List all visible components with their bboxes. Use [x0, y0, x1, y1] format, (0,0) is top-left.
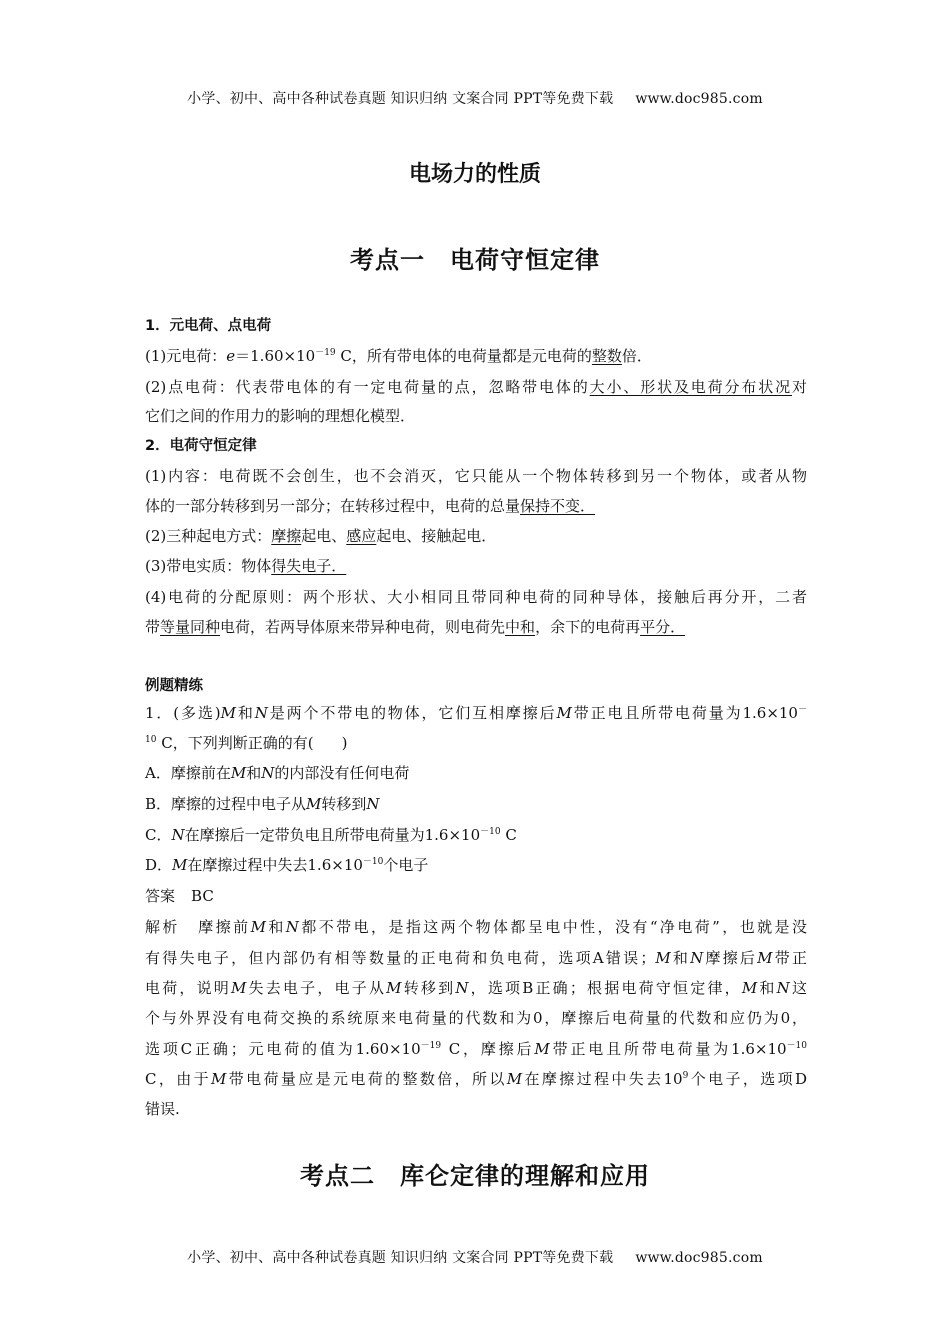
section1-title: 考点一 电荷守恒定律 — [350, 246, 600, 274]
footer-url[interactable]: www.doc985.com — [635, 1250, 763, 1266]
option-d: D．M在摩擦过程中失去$1.6\times 10^{-10}$个电子 — [145, 856, 429, 874]
para-methods: (2)三种起电方式：摩擦起电、感应起电、接触起电． — [145, 527, 497, 545]
para-distribution-cont: 带等量同种电荷，若两导体原来带异种电荷，则电荷先中和，余下的电荷再平分． — [145, 618, 686, 636]
option-c: C．N在摩擦后一定带负电且所带电荷量为$1.6\times 10^{-10}$ C — [145, 826, 517, 844]
example-heading: 例题精练 — [145, 678, 203, 694]
analysis-line-4: 个与外界没有电荷交换的系统原来电荷量的代数和为0，摩擦后电荷量的代数和应仍为0， — [145, 1009, 807, 1027]
blank-size-shape: 大小、形状及电荷分布状况 — [589, 378, 792, 396]
section2-title: 考点二 库仑定律的理解和应用 — [300, 1162, 650, 1190]
header-url[interactable]: www.doc985.com — [635, 91, 763, 107]
para-point-charge: (2)点电荷：代表带电体的有一定电荷量的点，忽略带电体的大小、形状及电荷分布状况对 — [145, 378, 807, 396]
document-title: 电场力的性质 — [408, 162, 541, 187]
analysis-line-3: 电荷，说明M失去电子，电子从M转移到N，选项B正确；根据电荷守恒定律，M和N这 — [145, 979, 807, 997]
header-text: 小学、初中、高中各种试卷真题 知识归纳 文案合同 PPT等免费下载 — [187, 91, 614, 107]
page-header — [0, 88, 950, 108]
blank-induction: 感应 — [346, 527, 377, 545]
blank-unchanged: 保持不变． — [520, 497, 596, 515]
blank-electron: 得失电子． — [271, 557, 347, 575]
option-b: B．摩擦的过程中电子从M转移到N — [145, 795, 380, 813]
para-elementary-charge: (1)元电荷：$e=1.60\times 10^{-19}$ C，所有带电体的电荷量都是元电荷的整数倍． — [145, 347, 652, 365]
answer-value: BC — [191, 887, 214, 905]
answer: 答案 BC — [145, 887, 214, 905]
blank-integer: 整数 — [591, 347, 622, 365]
blank-equal-same: 等量同种 — [160, 618, 221, 636]
blank-friction: 摩擦 — [271, 527, 302, 545]
question-1-cont: $^{10}$ C，下列判断正确的有( ) — [145, 734, 348, 752]
para-content-cont: 体的一部分转移到另一部分；在转移过程中，电荷的总量保持不变． — [145, 497, 596, 515]
page-footer — [0, 1247, 950, 1267]
para-point-charge-cont: 它们之间的作用力的影响的理想化模型． — [145, 407, 416, 425]
footer-text: 小学、初中、高中各种试卷真题 知识归纳 文案合同 PPT等免费下载 — [187, 1250, 614, 1266]
analysis-line-7: 错误. — [145, 1100, 180, 1118]
analysis-line-2: 有得失电子，但内部仍有相等数量的正电荷和负电荷，选项A错误；M和N摩擦后M带正 — [145, 949, 807, 967]
heading-elementary-charge: 1．元电荷、点电荷 — [145, 318, 272, 334]
para-essence: (3)带电实质：物体得失电子． — [145, 557, 347, 575]
analysis-line-6: C，由于M带电荷量应是元电荷的整数倍，所以M在摩擦过程中失去$10^9$个电子，选项D — [145, 1070, 807, 1088]
blank-split: 平分． — [640, 618, 686, 636]
heading-conservation: 2．电荷守恒定律 — [145, 438, 257, 454]
blank-neutralize: 中和 — [505, 618, 536, 636]
para-content: (1)内容：电荷既不会创生，也不会消灭，它只能从一个物体转移到另一个物体，或者从物 — [145, 467, 807, 485]
analysis-line-1: 解析 摩擦前M和N都不带电，是指这两个物体都呈电中性，没有“净电荷”，也就是没 — [145, 918, 807, 936]
para-distribution: (4)电荷的分配原则：两个形状、大小相同且带同种电荷的同种导体，接触后再分开，二者 — [145, 588, 807, 606]
question-1: 1．(多选)M和N是两个不带电的物体，它们互相摩擦后M带正电且所带电荷量为1.6×10－ — [145, 704, 807, 722]
option-a: A．摩擦前在M和N的内部没有任何电荷 — [145, 764, 410, 782]
analysis-line-5: 选项C正确；元电荷的值为$1.60\times 10^{-19}$ C，摩擦后M带正电且所带电荷量为$1.6\times 10^{-10}$ — [145, 1040, 807, 1058]
